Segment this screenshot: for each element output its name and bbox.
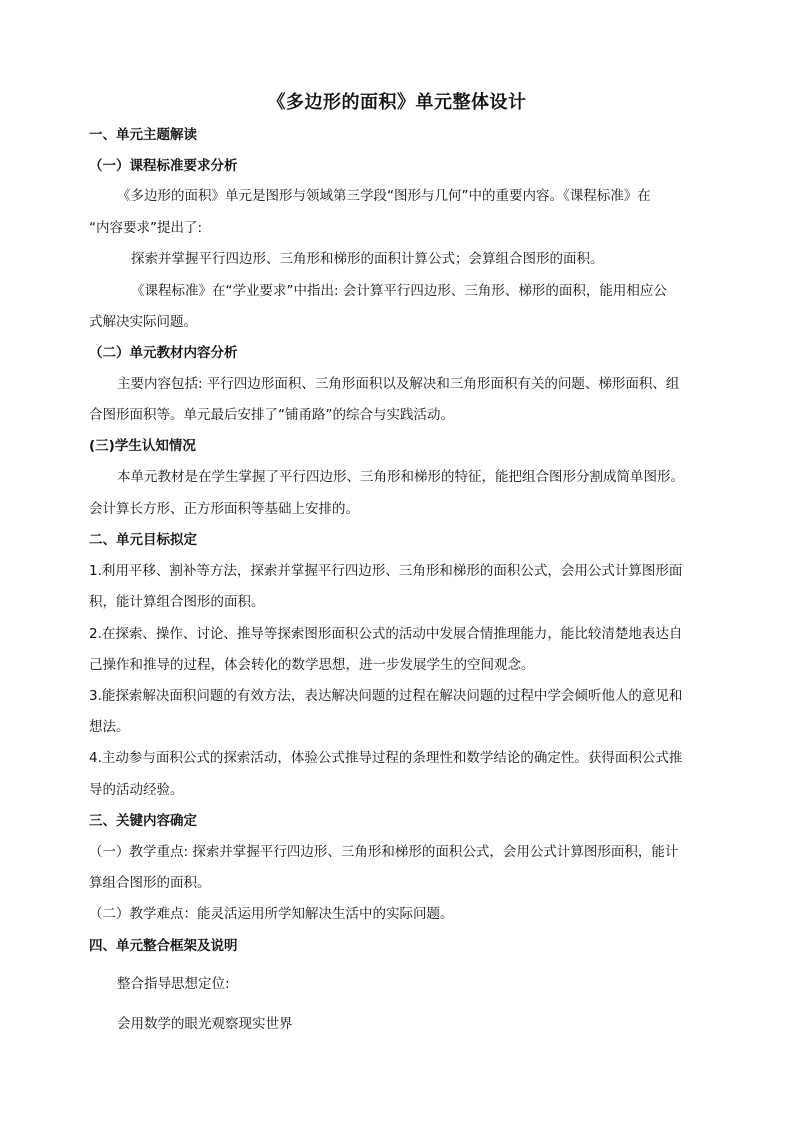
paragraph-line: 主要内容包括: 平行四边形面积、三角形面积以及解决和三角形面积有关的问题、梯形面积、组 (117, 376, 680, 392)
paragraph-line: 《多边形的面积》单元是图形与领域第三学段“图形与几何”中的重要内容。《课程标准》在 (117, 188, 651, 204)
paragraph-line: 会用数学的眼光观察现实世界 (117, 1016, 293, 1032)
paragraph-line: 式解决实际问题。 (89, 314, 197, 330)
heading-key-content: 三、关键内容确定 (89, 813, 197, 829)
paragraph-line: 探索并掌握平行四边形、三角形和梯形的面积计算公式；会算组合图形的面积。 (131, 251, 604, 267)
goal-line: 2.在探索、操作、讨论、推导等探索图形面积公式的活动中发展合情推理能力，能比较清楚地表达自 (89, 626, 683, 642)
paragraph-line: 会计算长方形、正方形面积等基础上安排的。 (89, 501, 359, 517)
paragraph-line: “内容要求”提出了: (89, 220, 203, 236)
goal-line: 想法。 (89, 719, 130, 735)
paragraph-line: 本单元教材是在学生掌握了平行四边形、三角形和梯形的特征，能把组合图形分割成简单图形。 (117, 469, 684, 485)
heading-unit-goals: 二、单元目标拟定 (89, 532, 197, 548)
key-point-line: （一）教学重点: 探索并掌握平行四边形、三角形和梯形的面积公式，会用公式计算图形面积，能计 (89, 844, 679, 860)
goal-line: 3.能探索解决面积问题的有效方法，表达解决问题的过程在解决问题的过程中学会倾听他人的意见和 (89, 688, 683, 704)
key-difficulty-line: （二）教学难点：能灵活运用所学知解决生活中的实际问题。 (89, 906, 454, 922)
key-point-line: 算组合图形的面积。 (89, 875, 211, 891)
goal-line: 积，能计算组合图形的面积。 (89, 594, 265, 610)
paragraph-line: 整合指导思想定位: (117, 976, 230, 992)
document-title: 《多边形的面积》单元整体设计 (267, 92, 527, 113)
subheading-curriculum-standard: （一）课程标准要求分析 (89, 158, 238, 174)
paragraph-line: 合图形面积等。单元最后安排了“铺甬路”的综合与实践活动。 (89, 407, 454, 423)
goal-line: 己操作和推导的过程，体会转化的数学思想，进一步发展学生的空间观念。 (89, 657, 535, 673)
subheading-student-cognition: (三)学生认知情况 (89, 438, 196, 454)
subheading-textbook-analysis: （二）单元教材内容分析 (89, 345, 238, 361)
goal-line: 4.主动参与面积公式的探索活动，体验公式推导过程的条理性和数学结论的确定性。获得面积公式推 (89, 750, 683, 766)
heading-unit-theme: 一、单元主题解读 (89, 127, 197, 143)
goal-line: 导的活动经验。 (89, 782, 184, 798)
paragraph-line: 《课程标准》在“学业要求”中指出: 会计算平行四边形、三角形、梯形的面积，能用相应公 (131, 283, 667, 299)
goal-line: 1.利用平移、割补等方法，探索并掌握平行四边形、三角形和梯形的面积公式，会用公式计算图形面 (89, 563, 683, 579)
heading-framework: 四、单元整合框架及说明 (89, 938, 238, 954)
